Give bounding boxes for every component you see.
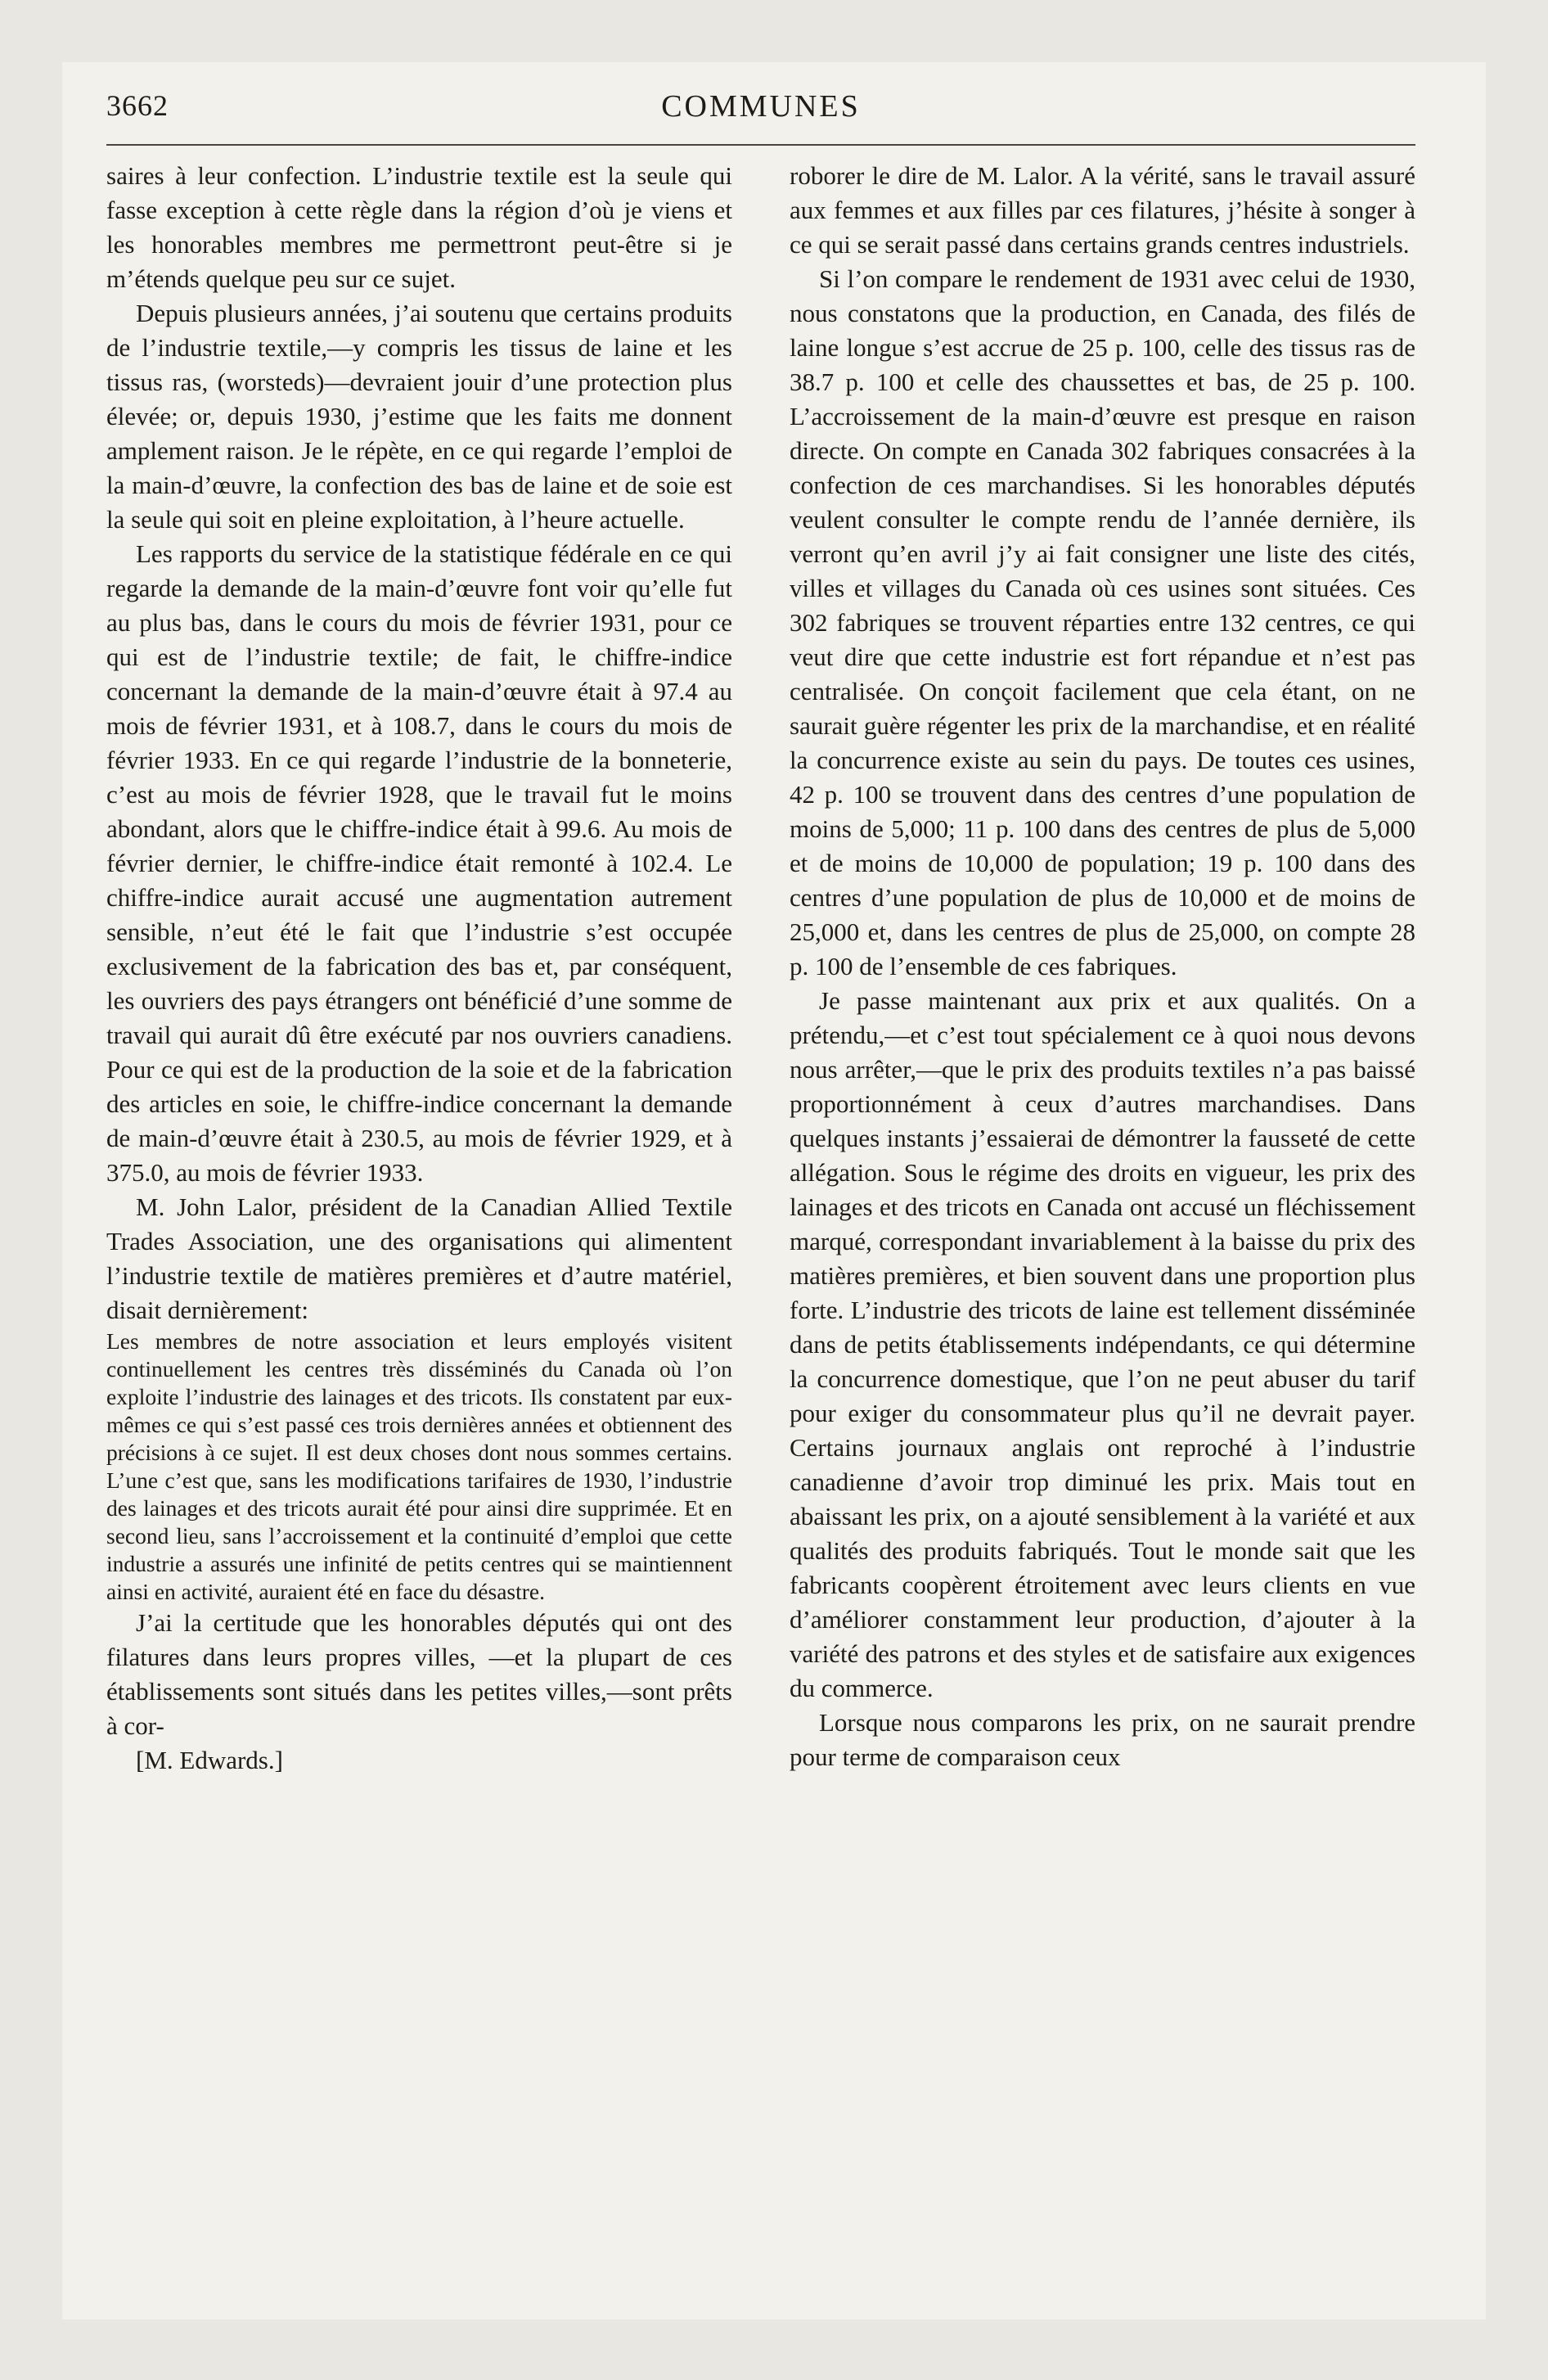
paragraph: Depuis plusieurs années, j’ai soutenu que certains produits de l’industrie textile,—y compris les tissus de laine et les tissus ras, (worsteds)—devraient jouir d’une protection plus élevée; or, depuis 1930, j’estime que les faits me donnent amplement raison. Je le répète, en ce qui regarde l’emploi de la main-d’œuvre, la confection des bas de laine et de soie est la seule qui soit en pleine exploitation, à l’heure actuelle. xyxy=(106,299,732,534)
paragraph: roborer le dire de M. Lalor. A la vérité, sans le travail assuré aux femmes et aux filles par ces filatures, j’hésite à songer à ce qui se serait passé dans certains grands centres industriels. xyxy=(790,161,1415,259)
paragraph: Les rapports du service de la statistique fédérale en ce qui regarde la demande de la main-d’œuvre font voir qu’elle fut au plus bas, dans le cours du mois de février 1931, pour ce qui est de l’industrie textile; de fait, le chiffre-indice concernant la demande de la main-d’œuvre était à 97.4 au mois de février 1931, et à 108.7, dans le cours du mois de février 1933. En ce qui regarde l’industrie de la bonneterie, c’est au mois de février 1928, que le travail fut le moins abondant, alors que le chiffre-indice était à 99.6. Au mois de février dernier, le chiffre-indice était remonté à 102.4. Le chiffre-indice aurait accusé une augmentation autrement sensible, n’eut été le fait que l’industrie s’est occupée exclusivement de la fabrication des bas et, par conséquent, les ouvriers des pays étrangers ont bénéficié d’une somme de travail qui aurait dû être exécuté par nos ouvriers canadiens. Pour ce qui est de la production de la soie et de la fabrication des articles en soie, le chiffre-indice concernant la demande de main-d’œuvre était à 230.5, au mois de février 1929, et à 375.0, au mois de février 1933. xyxy=(106,539,732,1187)
paragraph: Si l’on compare le rendement de 1931 avec celui de 1930, nous constatons que la production, en Canada, des filés de laine longue s’est accrue de 25 p. 100, celle des tissus ras de 38.7 p. 100 et celle des chaussettes et bas, de 25 p. 100. L’accroissement de la main-d’œuvre est presque en raison directe. On compte en Canada 302 fabriques consacrées à la confection de ces marchandises. Si les honorables députés veulent consulter le compte rendu de l’année dernière, ils verront qu’en avril j’y ai fait consigner une liste des cités, villes et villages du Canada où ces usines sont situées. Ces 302 fabriques se trouvent réparties entre 132 centres, ce qui veut dire que cette industrie est fort répandue et n’est pas centralisée. On conçoit facilement que cela étant, on ne saurait guère régenter les prix de la marchandise, et en réalité la concurrence existe au sein du pays. De toutes ces usines, 42 p. 100 se trouvent dans des centres d’une population de moins de 5,000; 11 p. 100 dans des centres de plus de 5,000 et de moins de 10,000 de population; 19 p. 100 dans des centres d’une population de plus de 10,000 et de moins de 25,000 et, dans les centres de plus de 25,000, on compte 28 p. 100 de l’ensemble de ces fabriques. xyxy=(790,264,1415,980)
page-header xyxy=(106,88,1415,137)
block-quote: Les membres de notre association et leurs employés visitent continuellement les centres très disséminés du Canada où l’on exploite l’industrie des lainages et des tricots. Ils constatent par eux-mêmes ce qui s’est passé ces trois dernières années et obtiennent des précisions à ce sujet. Il est deux choses dont nous sommes certains. L’une c’est que, sans les modifications tarifaires de 1930, l’industrie des lainages et des tricots aurait été pour ainsi dire supprimée. Et en second lieu, sans l’accroissement et la continuité d’emploi que cette industrie a assurés une infinité de petits centres qui se maintiennent ainsi en activité, auraient été en face du désastre. xyxy=(106,1328,732,1604)
speaker-attribution: [M. Edwards.] xyxy=(136,1746,283,1774)
left-column xyxy=(106,159,732,1778)
paragraph: Lorsque nous comparons les prix, on ne saurait prendre pour terme de comparaison ceux xyxy=(790,1708,1415,1771)
right-column xyxy=(790,159,1415,1774)
page-number: 3662 xyxy=(106,89,169,122)
paragraph: M. John Lalor, président de la Canadian Allied Textile Trades Association, une des organisations qui alimentent l’industrie textile de matières premières et d’autre matériel, disait dernièrement: xyxy=(106,1192,732,1324)
header-rule xyxy=(106,144,1415,146)
paragraph: Je passe maintenant aux prix et aux qualités. On a prétendu,—et c’est tout spécialement ce à quoi nous devons nous arrêter,—que le prix des produits textiles n’a pas baissé proportionnément à ceux d’autres marchandises. Dans quelques instants j’essaierai de démontrer la fausseté de cette allégation. Sous le régime des droits en vigueur, les prix des lainages et des tricots en Canada ont accusé un fléchissement marqué, correspondant invariablement à la baisse du prix des matières premières, et bien souvent dans une proportion plus forte. L’industrie des tricots de laine est tellement disséminée dans de petits établissements indépendants, ce qui détermine la concurrence domestique, que l’on ne peut abuser du tarif pour exiger du consommateur plus qu’il ne devrait payer. Certains journaux anglais ont reproché à l’industrie canadienne d’avoir trop diminué les prix. Mais tout en abaissant les prix, on a ajouté sensiblement à la variété et aux qualités des produits fabriqués. Tout le monde sait que les fabricants coopèrent étroitement avec leurs clients en vue d’améliorer constamment leur production, d’ajouter à la variété des patrons et des styles et de satisfaire aux exigences du commerce. xyxy=(790,986,1415,1702)
paragraph: saires à leur confection. L’industrie textile est la seule qui fasse exception à cette règle dans la région d’où je viens et les honorables membres me permettront peut-être si je m’étends quelque peu sur ce sujet. xyxy=(106,161,732,293)
paragraph: J’ai la certitude que les honorables députés qui ont des filatures dans leurs propres villes, —et la plupart de ces établissements sont situés dans les petites villes,—sont prêts à cor- xyxy=(106,1608,732,1740)
running-head: COMMUNES xyxy=(661,89,861,124)
